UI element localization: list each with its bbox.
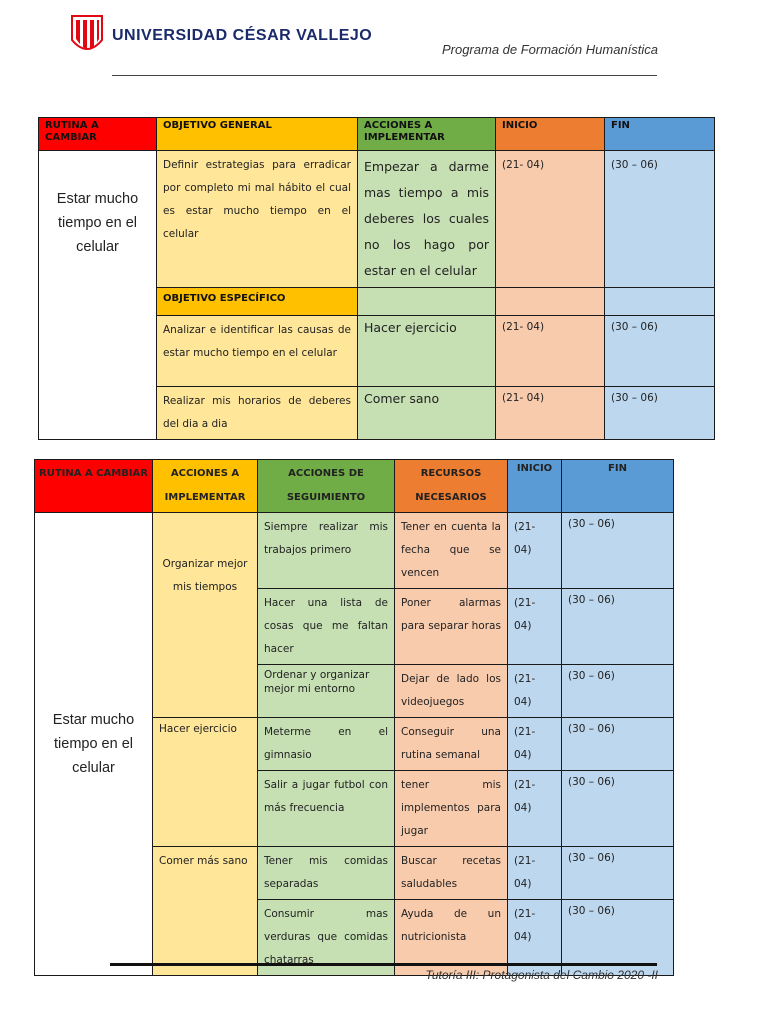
seguimiento-cell: Hacer una lista de cosas que me faltan hacer: [258, 589, 395, 665]
footer-text: Tutoría III: Protagonista del Cambio 2020 -II: [425, 968, 658, 982]
header-seguimiento: ACCIONES DE SEGUIMIENTO: [258, 460, 395, 513]
empty-cell: [358, 288, 496, 316]
actions-table: [34, 459, 674, 976]
objectives-header-row: [39, 118, 715, 151]
empty-cell: [605, 288, 715, 316]
accion-general-cell: Empezar a darme mas tiempo a mis deberes los cuales no los hago por estar en el celular: [358, 151, 496, 288]
seguimiento-cell: Salir a jugar futbol con más frecuencia: [258, 771, 395, 847]
recurso-cell: Dejar de lado los videojuegos: [395, 665, 508, 718]
header-recursos: RECURSOS NECESARIOS: [395, 460, 508, 513]
header-rutina: RUTINA A CAMBIAR: [39, 118, 157, 151]
inicio-cell: (21- 04): [508, 900, 562, 976]
table-row: [35, 513, 674, 589]
objetivo-general-cell: Definir estrategias para erradicar por completo mi mal hábito el cual es estar mucho tiempo en el celular: [157, 151, 358, 288]
inicio-cell: (21- 04): [508, 718, 562, 771]
accion-especifica-cell: Hacer ejercicio: [358, 316, 496, 387]
inicio-cell: (21- 04): [508, 513, 562, 589]
footer-divider: [110, 963, 657, 966]
recurso-cell: tener mis implementos para jugar: [395, 771, 508, 847]
header-objetivo-general: OBJETIVO GENERAL: [157, 118, 358, 151]
empty-cell: [496, 288, 605, 316]
accion-group-cell: Comer más sano: [153, 847, 258, 976]
fin-cell: (30 – 06): [562, 718, 674, 771]
ucv-shield-icon: [70, 14, 104, 58]
accion-especifica-cell: Comer sano: [358, 387, 496, 440]
inicio-cell: (21- 04): [508, 665, 562, 718]
table-row: [39, 151, 715, 288]
actions-header-row: [35, 460, 674, 513]
recurso-cell: Buscar recetas saludables: [395, 847, 508, 900]
header-acciones: ACCIONES A IMPLEMENTAR: [358, 118, 496, 151]
recurso-cell: Tener en cuenta la fecha que se vencen: [395, 513, 508, 589]
objetivo-especifico-cell: Analizar e identificar las causas de estar mucho tiempo en el celular: [157, 316, 358, 387]
fin-cell: (30 – 06): [562, 589, 674, 665]
inicio-cell: (21- 04): [496, 316, 605, 387]
header-acciones: ACCIONES A IMPLEMENTAR: [153, 460, 258, 513]
seguimiento-cell: Consumir mas verduras que comidas chatarras: [258, 900, 395, 976]
fin-cell: (30 – 06): [562, 665, 674, 718]
rutina-cell: Estar mucho tiempo en el celular: [39, 151, 157, 440]
recurso-cell: Conseguir una rutina semanal: [395, 718, 508, 771]
recurso-cell: Poner alarmas para separar horas: [395, 589, 508, 665]
fin-cell: (30 – 06): [562, 771, 674, 847]
inicio-cell: (21- 04): [508, 589, 562, 665]
fin-cell: (30 – 06): [605, 151, 715, 288]
header-divider: [112, 75, 657, 76]
accion-group-cell: Organizar mejor mis tiempos: [153, 513, 258, 718]
page-header: [0, 0, 768, 90]
recurso-cell: Ayuda de un nutricionista: [395, 900, 508, 976]
inicio-cell: (21- 04): [496, 151, 605, 288]
header-inicio: INICIO: [508, 460, 562, 513]
fin-cell: (30 – 06): [562, 900, 674, 976]
university-name: UNIVERSIDAD CÉSAR VALLEJO: [112, 27, 373, 44]
inicio-cell: (21- 04): [508, 771, 562, 847]
header-fin: FIN: [605, 118, 715, 151]
seguimiento-cell: Tener mis comidas separadas: [258, 847, 395, 900]
accion-group-cell: Hacer ejercicio: [153, 718, 258, 847]
header-rutina: RUTINA A CAMBIAR: [35, 460, 153, 513]
inicio-cell: (21- 04): [508, 847, 562, 900]
seguimiento-cell: Siempre realizar mis trabajos primero: [258, 513, 395, 589]
fin-cell: (30 – 06): [562, 847, 674, 900]
inicio-cell: (21- 04): [496, 387, 605, 440]
header-objetivo-especifico: OBJETIVO ESPECÍFICO: [157, 288, 358, 316]
seguimiento-cell: Meterme en el gimnasio: [258, 718, 395, 771]
fin-cell: (30 – 06): [605, 316, 715, 387]
rutina-cell: Estar mucho tiempo en el celular: [35, 513, 153, 976]
program-title: Programa de Formación Humanística: [441, 42, 658, 57]
seguimiento-cell: Ordenar y organizar mejor mi entorno: [258, 665, 395, 718]
fin-cell: (30 – 06): [605, 387, 715, 440]
objectives-table: [38, 117, 715, 440]
header-fin: FIN: [562, 460, 674, 513]
objetivo-especifico-cell: Realizar mis horarios de deberes del dia a dia: [157, 387, 358, 440]
university-logo: [70, 14, 372, 58]
fin-cell: (30 – 06): [562, 513, 674, 589]
header-inicio: INICIO: [496, 118, 605, 151]
